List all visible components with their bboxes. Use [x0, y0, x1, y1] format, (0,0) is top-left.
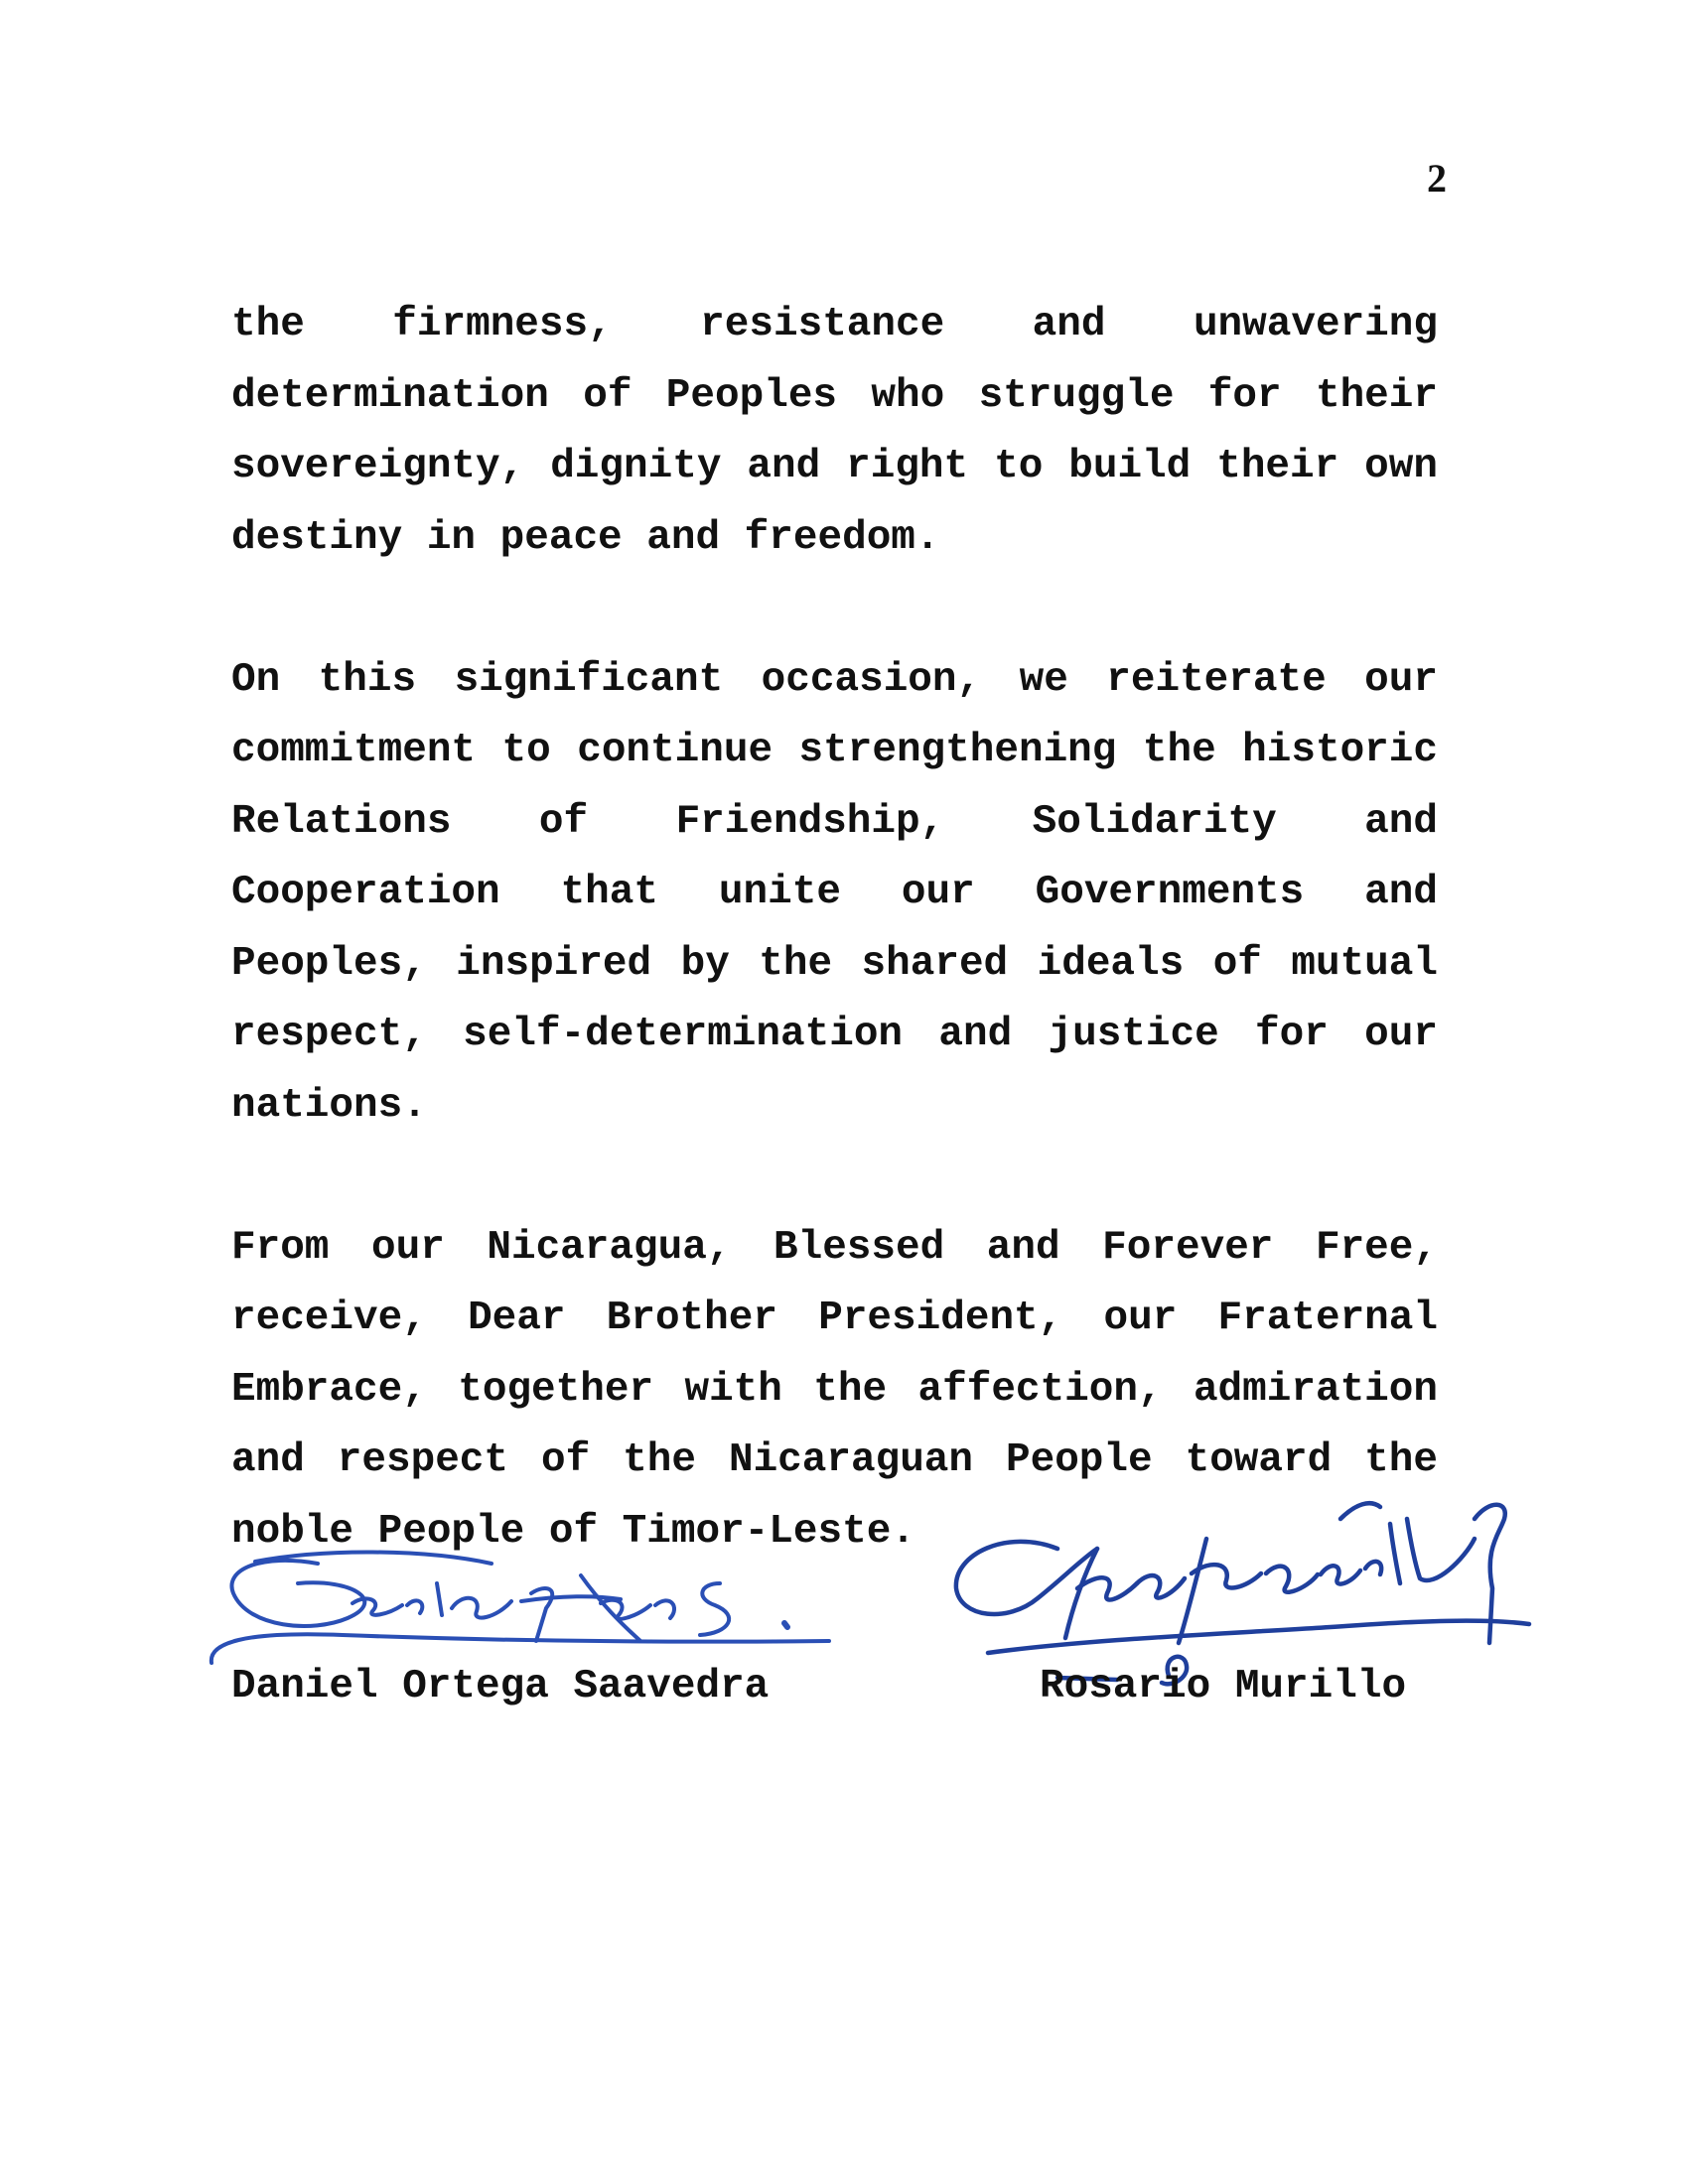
letter-body — [231, 290, 1438, 1568]
paragraph-2: On this significant occasion, we reiterate our commitment to continue strengthening the historic Relations of Friendship, Solidarity and Cooperation that unite our Governments and Peoples, inspired by the shared ideals of mutual respect, self-determination and justice for our nations. — [231, 656, 1438, 1129]
signer-name-murillo: Rosario Murillo — [1040, 1664, 1407, 1709]
paragraph-3: From our Nicaragua, Blessed and Forever Free, receive, Dear Brother President, our Fraternal Embrace, together with the affection, admiration and respect of the Nicaraguan People toward the noble People of Timor-Leste. — [231, 1224, 1438, 1555]
page-number: 2 — [1427, 156, 1447, 201]
paragraph-1: the firmness, resistance and unwavering determination of Peoples who struggle for their sovereignty, dignity and right to build their own destiny in peace and freedom. — [231, 302, 1438, 561]
signer-name-ortega: Daniel Ortega Saavedra — [231, 1664, 770, 1709]
